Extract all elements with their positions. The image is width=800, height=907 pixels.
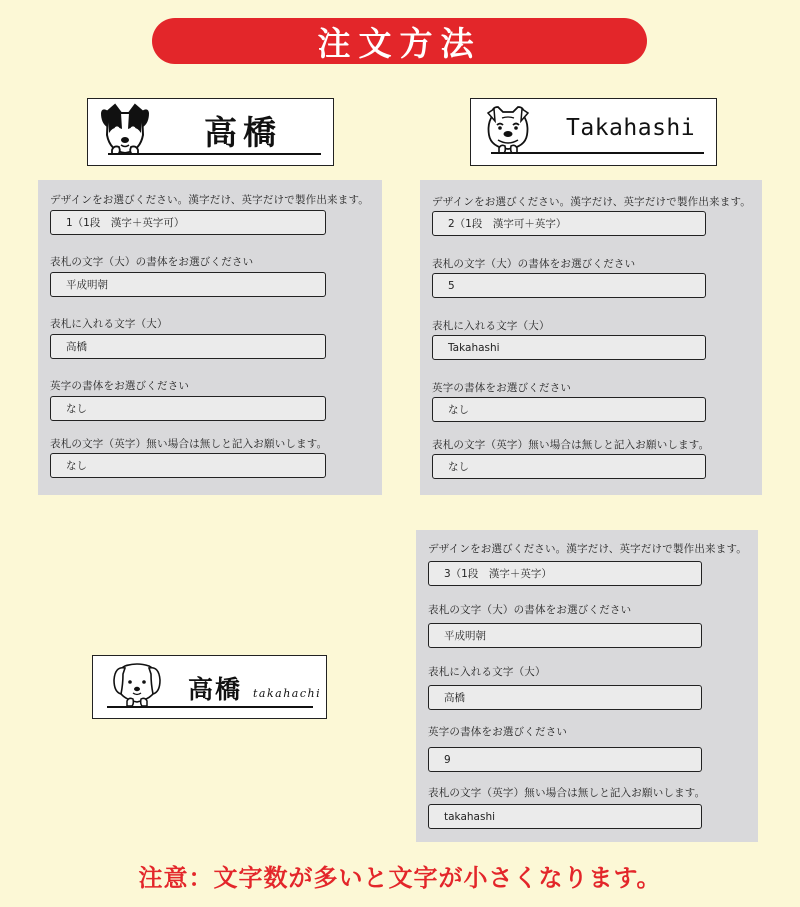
font-question-label: 表札の文字（大）の書体をお選びください [50, 256, 254, 268]
roman-text-field[interactable]: なし [50, 453, 326, 478]
design-field[interactable]: 3（1段 漢字＋英字） [428, 561, 702, 586]
design-question-label: デザインをお選びください。漢字だけ、英字だけで製作出来ます。 [50, 194, 370, 206]
roman-text-question-label: 表札の文字（英字）無い場合は無しと記入お願いします。 [50, 438, 328, 450]
main-text-question-label: 表札に入れる文字（大） [432, 320, 550, 332]
border-collie-icon [88, 99, 158, 165]
order-form-2 [420, 180, 762, 495]
font-question-label: 表札の文字（大）の書体をお選びください [428, 604, 632, 616]
roman-text-field[interactable]: なし [432, 454, 706, 479]
main-text-question-label: 表札に入れる文字（大） [428, 666, 546, 678]
main-text-field[interactable]: Takahashi [432, 335, 706, 360]
design-question-label: デザインをお選びください。漢字だけ、英字だけで製作出来ます。 [432, 196, 752, 208]
font-field[interactable]: 平成明朝 [50, 272, 326, 297]
font-field[interactable]: 平成明朝 [428, 623, 702, 648]
plate-roman-text: Takahashi [566, 115, 696, 141]
roman-font-field[interactable]: なし [432, 397, 706, 422]
design-field[interactable]: 1（1段 漢字＋英字可） [50, 210, 326, 235]
order-form-1 [38, 180, 382, 495]
plate-roman-text: takahachi [253, 687, 322, 700]
puppy-icon [93, 656, 173, 718]
roman-text-field[interactable]: takahashi [428, 804, 702, 829]
roman-font-question-label: 英字の書体をお選びください [432, 382, 572, 394]
nameplate-sample-2 [470, 98, 717, 166]
design-field[interactable]: 2（1段 漢字可＋英字） [432, 211, 706, 236]
page-title: 注文方法 [152, 18, 647, 64]
design-question-label: デザインをお選びください。漢字だけ、英字だけで製作出来ます。 [428, 543, 748, 555]
main-text-field[interactable]: 高橋 [428, 685, 702, 710]
bulldog-icon [471, 99, 541, 165]
plate-kanji-text: 高橋 [188, 675, 243, 704]
font-question-label: 表札の文字（大）の書体をお選びください [432, 258, 636, 270]
order-form-3 [416, 530, 758, 842]
roman-font-field[interactable]: なし [50, 396, 326, 421]
notice-text: 注意：文字数が多いと文字が小さくなります。 [138, 864, 662, 892]
main-text-question-label: 表札に入れる文字（大） [50, 318, 168, 330]
nameplate-sample-3 [92, 655, 327, 719]
roman-text-question-label: 表札の文字（英字）無い場合は無しと記入お願いします。 [428, 787, 706, 799]
roman-font-question-label: 英字の書体をお選びください [428, 726, 568, 738]
main-text-field[interactable]: 高橋 [50, 334, 326, 359]
roman-text-question-label: 表札の文字（英字）無い場合は無しと記入お願いします。 [432, 439, 710, 451]
roman-font-question-label: 英字の書体をお選びください [50, 380, 190, 392]
roman-font-field[interactable]: 9 [428, 747, 702, 772]
plate-kanji-text: 高橋 [204, 113, 282, 152]
nameplate-sample-1 [87, 98, 334, 166]
font-field[interactable]: 5 [432, 273, 706, 298]
